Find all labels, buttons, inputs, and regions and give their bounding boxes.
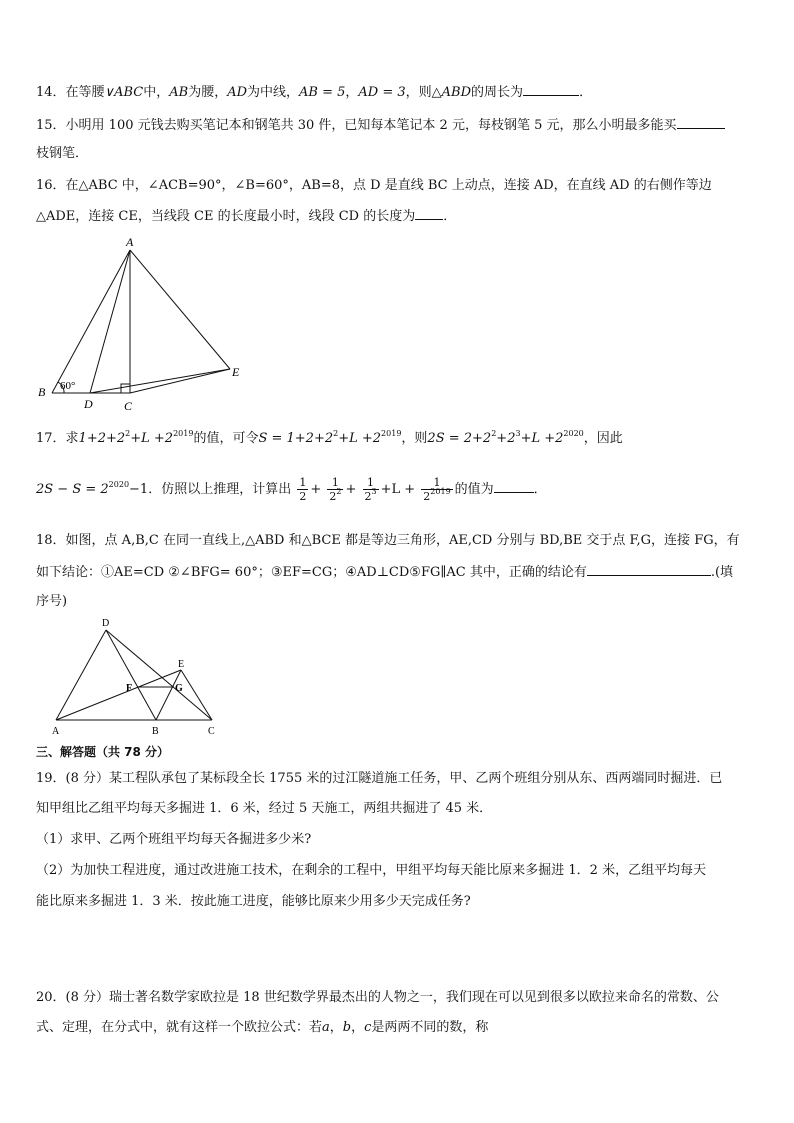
q19-text: 能比原来多掘进 1．3 米．按此施工进度，能够比原来少用多少天完成任务? [36, 894, 471, 909]
q18-line-3 [36, 593, 67, 611]
q20-var-c: c [364, 1020, 372, 1035]
q19-text: 19．(8 分）某工程队承包了某标段全长 1755 米的过江隧道施工任务，甲、乙两个班组分别从东、西两端同时掘进．已 [36, 771, 723, 786]
q19-line-5 [36, 893, 471, 911]
q17-line-2: $2S - S = 2^{2020}-1$．仿照以上推理，计算出 $\frac{1}{2}$ + $\frac{1}{2^2}$ + $\frac{1}{2^3}$ +L + $\frac{1}{2^{2019}}$ 的值为 ． [36, 476, 547, 503]
q17-text: ，则 [401, 431, 428, 446]
q15-answer-blank[interactable] [677, 116, 725, 129]
segment-ad [90, 250, 130, 393]
segment-ec [181, 670, 212, 720]
fraction-3: $\frac{1}{2^3}$ [364, 476, 377, 503]
q14-line: 14．在等腰∨ABC中，AB为腰，AD为中线，AB = 5，AD = 3，则△ABD的周长为 ． [36, 85, 593, 100]
q14-text: 在等腰 [65, 85, 105, 100]
label-b: B [38, 385, 46, 399]
q17-exp: 2 [125, 429, 131, 438]
q19-line-4 [36, 862, 706, 880]
q18-text: 18．如图，点 A,B,C 在同一直线上,△ABD 和△BCE 都是等边三角形，AE,CD 分别与 BD,BE 交于点 F,G，连接 FG，有 [36, 533, 740, 548]
q14-text: 中， [143, 85, 170, 100]
q15-text: 15．小明用 100 元钱去购买笔记本和钢笔共 30 件，已知每本笔记本 2 元，每枝钢笔 5 元，那么小明最多能买 [36, 118, 677, 133]
segment-ae [130, 250, 230, 369]
q18-line-2 [36, 563, 733, 582]
q17-exp: 2020 [563, 429, 584, 438]
q14-text: ， [345, 85, 359, 100]
q14-ad: AD [227, 85, 248, 100]
q17-expr: +2 [496, 431, 516, 446]
segment-dc [106, 630, 212, 720]
label-a: A [126, 235, 134, 249]
q19-line-3 [36, 831, 311, 849]
segment-ce [130, 369, 230, 393]
q14-eq-ad: AD = 3 [358, 85, 406, 100]
q16-text: △ADE，连接 CE，当线段 CE 的长度最小时，线段 CD 的长度为 [36, 209, 416, 224]
q14-number: 14． [36, 85, 66, 100]
q18-text: 如下结论：①AE=CD ②∠BFG= 60°；③EF=CG；④AD⊥CD⑤FG∥AC 其中，正确的结论有 [36, 565, 587, 580]
q14-triangle-name: ABC [114, 85, 144, 100]
q14-text: 的周长为 [471, 85, 524, 100]
q17-text: −1．仿照以上推理，计算出 [129, 482, 292, 497]
q17-expr: +L +2 [520, 431, 564, 446]
segment-ab [52, 250, 130, 393]
q19-text: （2）为加快工程进度，通过改进施工技术，在剩余的工程中，甲组平均每天能比原来多掘进 1．2 米，乙组平均每天 [36, 863, 707, 878]
q17-exp: 2020 [108, 480, 130, 489]
q20-line-2 [36, 1019, 488, 1037]
q15-line-1 [36, 116, 725, 135]
q18-text: 序号) [36, 594, 68, 609]
q17-expr: 2S = 2+2 [427, 431, 492, 446]
q20-line-1 [36, 989, 719, 1007]
q17-expr: 1+2+2 [78, 431, 126, 446]
q15-line-2 [36, 145, 88, 163]
label-b: B [152, 726, 159, 737]
fraction-4: $\frac{1}{2^{2019}}$ [423, 476, 451, 503]
q16-line-1 [36, 177, 712, 195]
fraction-1: $\frac{1}{2}$ [299, 476, 307, 503]
q20-text: ， [351, 1020, 365, 1035]
q14-text: 为中线， [247, 85, 300, 100]
q18-line-1 [36, 532, 740, 550]
q18-text: .(填 [710, 565, 734, 580]
q17-text: ，因此 [583, 431, 623, 446]
segment-de [90, 369, 230, 393]
q15-text: 枝钢笔． [36, 146, 89, 161]
section-heading-text: 三、解答题（共 78 分） [36, 745, 170, 759]
q20-var-a: a [322, 1020, 330, 1035]
q20-text: 式、定理，在分式中，就有这样一个欧拉公式：若 [36, 1020, 323, 1035]
q14-text: ，则△ [405, 85, 442, 100]
segment-db [106, 630, 156, 720]
segment-be [156, 670, 181, 720]
q14-text: 为腰， [188, 85, 228, 100]
q17-exp: 2 [333, 429, 339, 438]
q17-exp: 2019 [381, 429, 402, 438]
q17-text: ． [533, 482, 547, 497]
q17-answer-blank[interactable] [494, 480, 534, 493]
q14-eq-ab: AB = 5 [299, 85, 346, 100]
label-c: C [208, 726, 215, 737]
q17-exp: 2 [491, 429, 497, 438]
right-angle-mark [121, 384, 130, 393]
label-f: F [126, 683, 133, 694]
section-heading [36, 743, 169, 761]
label-angle: 60° [60, 380, 76, 392]
label-e: E [232, 365, 240, 379]
q20-text: 是两两不同的数，称 [371, 1020, 489, 1035]
q17-expr: +L +2 [338, 431, 382, 446]
q19-text: 知甲组比乙组平均每天多掘进 1．6 米，经过 5 天施工，两组共掘进了 45 米． [36, 801, 493, 816]
q19-line-2 [36, 800, 492, 818]
q19-line-1 [36, 770, 722, 788]
segment-ad [56, 630, 106, 720]
fraction-2: $\frac{1}{2^2}$ [329, 476, 342, 503]
label-a: A [52, 726, 60, 737]
q19-text: （1）求甲、乙两个班组平均每天各掘进多少米? [36, 832, 312, 847]
label-d: D [102, 618, 110, 629]
q18-figure [44, 616, 234, 740]
q20-var-b: b [342, 1020, 352, 1035]
q14-ab: AB [169, 85, 189, 100]
q17-text: +L + [380, 482, 416, 497]
q20-text: ， [329, 1020, 343, 1035]
q17-expr: S = 1+2+2 [258, 431, 334, 446]
q18-answer-blank[interactable] [587, 563, 711, 576]
q16-text: ． [443, 209, 457, 224]
label-c: C [124, 399, 133, 413]
q20-text: 20．(8 分）瑞士著名数学家欧拉是 18 世纪数学界最杰出的人物之一，我们现在可以见到很多以欧拉来命名的常数、公 [36, 990, 719, 1005]
q17-exp: 3 [515, 429, 521, 438]
q14-abd: ABD [441, 85, 472, 100]
label-e: E [178, 659, 185, 670]
q14-answer-blank[interactable] [523, 83, 579, 96]
q17-expr: 2S − S = 2 [36, 482, 109, 497]
label-g: G [175, 683, 183, 694]
q16-figure [30, 232, 260, 417]
q16-answer-blank[interactable] [415, 207, 443, 220]
label-d: D [84, 397, 93, 411]
q14-text: ． [579, 85, 593, 100]
q17-text: 17．求 [36, 431, 79, 446]
q17-line-1 [36, 430, 623, 448]
q17-expr: +L +2 [130, 431, 174, 446]
q16-text: 16．在△ABC 中，∠ACB=90°，∠B=60°，AB=8，点 D 是直线 BC 上动点，连接 AD，在直线 AD 的右侧作等边 [36, 178, 712, 193]
q17-exp: 2019 [173, 429, 194, 438]
q17-text: 的值为 [454, 482, 494, 497]
q17-text: 的值，可令 [193, 431, 259, 446]
q16-line-2 [36, 207, 456, 226]
